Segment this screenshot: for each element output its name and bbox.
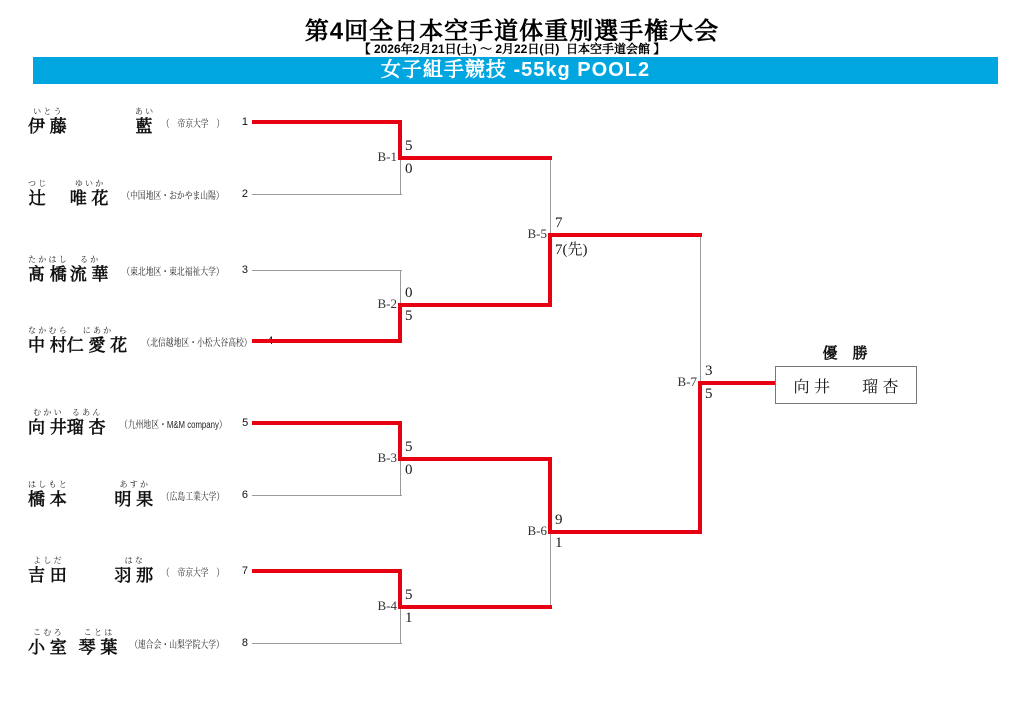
player-row-1 <box>28 102 248 142</box>
player-given-kana: あ い <box>134 107 154 116</box>
winner-path-line <box>398 120 402 160</box>
winner-path-line <box>548 457 552 534</box>
match-label: B-4 <box>377 598 397 613</box>
player-row-2 <box>28 174 248 214</box>
player-surname: 橋 本 <box>28 490 67 509</box>
match-score-top: 5 <box>405 587 413 603</box>
player-row-5 <box>28 403 248 443</box>
player-surname-kana: た か は し <box>28 255 67 264</box>
player-given: 藍 <box>135 117 153 136</box>
player-surname-kana: よ し だ <box>33 556 62 565</box>
bracket-line <box>252 270 402 271</box>
player-given-kana: あ す か <box>119 480 148 489</box>
winner-path-line <box>400 605 552 609</box>
tournament-date-venue: 【 2026年2月21日(土) ～ 2月22日(日) 日本空手道会館 】 <box>358 42 666 56</box>
match-score-bottom: 5 <box>705 386 713 402</box>
match-label: B-3 <box>377 450 397 465</box>
seed-number: 5 <box>242 417 249 429</box>
tournament-title: 第4回全日本空手道体重別選手権大会 <box>304 18 720 45</box>
player-given-kana: る あ ん <box>71 408 101 417</box>
player-given-kana: に あ か <box>82 326 112 335</box>
winner-path-line <box>398 303 402 343</box>
player-row-4 <box>28 321 252 361</box>
player-surname-kana: な か む ら <box>28 326 67 335</box>
seed-number: 1 <box>241 116 248 128</box>
match-score-top: 5 <box>405 138 413 154</box>
player-affiliation: （連合会・山梨学院大学） <box>130 639 225 651</box>
champion-label: 優 勝 <box>822 345 868 362</box>
winner-path-line <box>550 530 702 534</box>
match-label: B-1 <box>377 149 397 164</box>
winner-path-line <box>252 569 402 573</box>
player-affiliation: （九州地区・M&M company） <box>120 419 228 431</box>
seed-number: 2 <box>241 188 248 200</box>
player-given: 唯 花 <box>69 189 109 208</box>
winner-path-line <box>252 120 402 124</box>
player-given-kana: ゆ い か <box>74 179 104 188</box>
seed-number: 7 <box>241 565 248 577</box>
bracket-line <box>252 194 402 195</box>
seed-number: 3 <box>241 264 248 276</box>
player-name <box>28 255 108 285</box>
bracket-line <box>400 459 401 496</box>
match-score-top: 7 <box>555 215 563 231</box>
winner-path-line <box>550 233 702 237</box>
player-name <box>28 408 105 438</box>
winner-path-line <box>400 156 552 160</box>
match-score-top: 5 <box>405 439 413 455</box>
player-surname: 吉 田 <box>28 566 67 585</box>
player-surname: 中 村 <box>28 336 67 355</box>
match-score-bottom: 1 <box>555 535 563 551</box>
seed-number: 8 <box>241 637 248 649</box>
match-score-bottom: 0 <box>405 462 413 478</box>
player-given: 琴 葉 <box>78 638 118 657</box>
player-given: 流 華 <box>69 265 109 284</box>
player-given: 明 果 <box>114 490 154 509</box>
winner-path-line <box>548 233 552 307</box>
player-affiliation: （ 帝京大学 ） <box>161 118 225 130</box>
player-row-8 <box>28 623 248 663</box>
player-name <box>28 556 153 586</box>
match-label: B-6 <box>527 523 547 538</box>
event-banner: 女子組手競技 -55kg POOL2 <box>33 57 998 84</box>
winner-path-line <box>252 339 402 343</box>
match-label: B-5 <box>527 226 547 241</box>
match-score-bottom: 7(先) <box>555 242 588 258</box>
player-surname-kana: は し も と <box>28 480 67 489</box>
player-surname: 向 井 <box>28 418 67 437</box>
winner-path-line <box>400 457 552 461</box>
bracket-line <box>252 643 402 644</box>
winner-path-line <box>398 569 402 609</box>
player-given: 羽 那 <box>114 566 154 585</box>
match-label: B-7 <box>677 374 697 389</box>
winner-path-line <box>398 421 402 461</box>
player-affiliation: （北信越地区・小松大谷高校） <box>142 337 252 349</box>
player-row-7 <box>28 551 248 591</box>
player-surname-kana: む か い <box>33 408 62 417</box>
match-score-bottom: 5 <box>405 308 413 324</box>
player-affiliation: （東北地区・東北福祉大学） <box>122 266 225 278</box>
bracket-line <box>400 607 401 644</box>
champion-box: 向 井 瑠 杏 <box>775 366 917 404</box>
player-surname: 小 室 <box>28 638 67 657</box>
player-affiliation: （広島工業大学） <box>161 491 225 503</box>
bracket-line <box>400 158 401 195</box>
player-name <box>28 107 153 137</box>
player-given-kana: る か <box>79 255 99 264</box>
bracket-line <box>550 158 551 235</box>
winner-path-line <box>700 381 777 385</box>
player-name <box>28 628 117 658</box>
player-name <box>28 326 127 356</box>
player-given: 仁 愛 花 <box>66 336 128 355</box>
player-row-6 <box>28 475 248 515</box>
player-given-kana: こ と は <box>83 628 113 637</box>
match-label: B-2 <box>377 296 397 311</box>
winner-path-line <box>252 421 402 425</box>
bracket-line <box>252 495 402 496</box>
player-surname-kana: つ じ <box>28 179 47 188</box>
match-score-top: 0 <box>405 285 413 301</box>
bracket-line <box>400 270 401 306</box>
player-surname-kana: い と う <box>33 107 62 116</box>
match-score-bottom: 1 <box>405 610 413 626</box>
match-score-top: 3 <box>705 363 713 379</box>
player-row-3 <box>28 250 248 290</box>
player-surname-kana: こ む ろ <box>33 628 62 637</box>
match-score-top: 9 <box>555 512 563 528</box>
player-name <box>28 179 108 209</box>
player-name <box>28 480 153 510</box>
player-surname: 髙 橋 <box>28 265 67 284</box>
player-surname: 伊 藤 <box>28 117 67 136</box>
winner-path-line <box>400 303 552 307</box>
player-surname: 辻 <box>28 189 46 208</box>
player-affiliation: （中国地区・おかやま山陽） <box>122 190 225 202</box>
bracket-line <box>700 235 701 383</box>
bracket-line <box>550 532 551 608</box>
winner-path-line <box>698 381 702 534</box>
player-affiliation: （ 帝京大学 ） <box>161 567 225 579</box>
seed-number: 6 <box>241 489 248 501</box>
match-score-bottom: 0 <box>405 161 413 177</box>
player-given: 瑠 杏 <box>66 418 106 437</box>
player-given-kana: は な <box>124 556 143 565</box>
